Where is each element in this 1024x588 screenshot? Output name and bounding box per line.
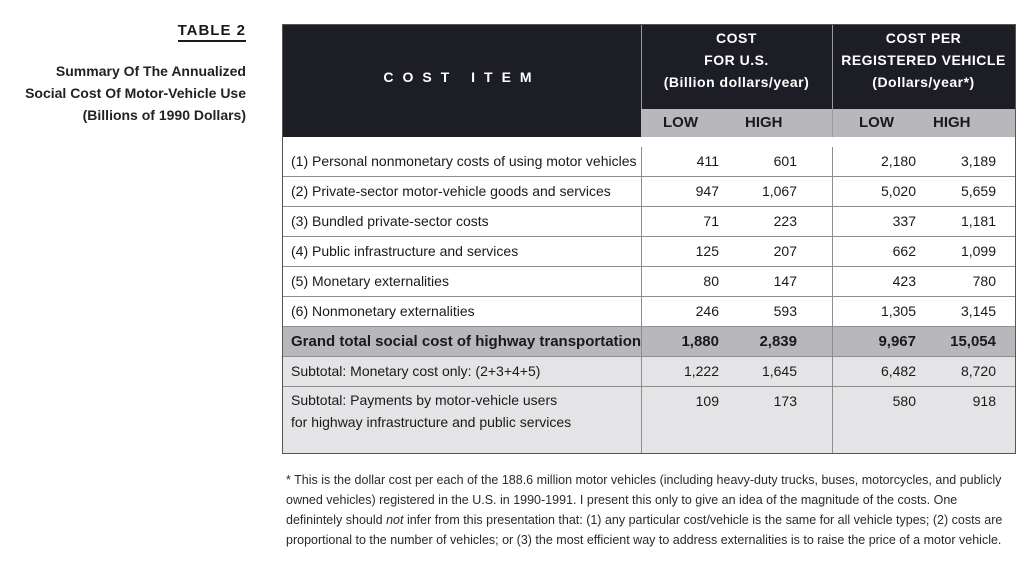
caption-line-1: Summary Of The Annualized [55,63,246,79]
emphasis-not: not [386,513,404,527]
row-label: (4) Public infrastructure and services [291,243,519,259]
veh-low-value: 1,305 [880,303,916,319]
us-low-value: 109 [695,393,719,409]
us-low-header: LOW [663,114,698,131]
row-label: Subtotal: Payments by motor-vehicle users for highway infrastructure and public services [291,392,572,430]
veh-high-value: 8,720 [960,363,996,379]
row-label: (5) Monetary externalities [291,273,449,289]
us-high-value: 1,067 [761,183,797,199]
veh-low-header: LOW [859,114,894,131]
us-low-value: 1,880 [681,333,719,350]
cost-item-header: COST ITEM [383,69,541,85]
us-low-value: 411 [696,153,719,169]
cost-table [282,24,1016,454]
table-number: TABLE 2 [178,22,246,42]
subtotal-row [283,387,1015,453]
us-low-value: 71 [703,213,719,229]
row-label: (1) Personal nonmonetary costs of using motor vehicles [291,153,637,169]
veh-high-header: HIGH [933,114,971,131]
us-high-value: 207 [773,243,797,259]
us-low-value: 1,222 [683,363,719,379]
veh-low-value: 580 [892,393,916,409]
veh-low-value: 2,180 [880,153,916,169]
table-row [283,297,1015,327]
veh-high-value: 918 [972,393,996,409]
veh-high-value: 3,145 [960,303,996,319]
caption-line-2: Social Cost Of Motor-Vehicle Use [25,85,246,101]
row-label: (6) Nonmonetary externalities [291,303,475,319]
vehicle-cost-header: COST PER REGISTERED VEHICLE (Dollars/year*) [841,30,1006,90]
us-low-value: 246 [695,303,719,319]
veh-high-value: 5,659 [960,183,996,199]
row-label: Grand total social cost of highway transportation [291,333,642,350]
us-high-header: HIGH [745,114,783,131]
veh-high-value: 3,189 [960,153,996,169]
table-footnote: * This is the dollar cost per each of the 188.6 million motor vehicles (including heavy-duty trucks, buses, motorcycles, and publicly owned vehicles) registered in the U.S. in 1990-1991. I present this only to give an idea of the magnitude of the costs. One definintely should not infer from this presentation that: (1) any particular cost/vehicle is the same for all vehicle types; (2) costs are proportional to the number of vehicles; or (3) the most efficient way to address externalities is to raise the price of a motor vehicle. [286,473,1003,547]
veh-low-value: 662 [892,243,916,259]
table-row [283,147,1015,177]
veh-low-value: 337 [892,213,916,229]
veh-low-value: 423 [892,273,916,289]
row-label: Subtotal: Monetary cost only: (2+3+4+5) [291,363,541,379]
veh-high-value: 1,181 [960,213,996,229]
us-low-value: 80 [703,273,719,289]
row-label: (3) Bundled private-sector costs [291,213,489,229]
us-subheader [641,109,832,137]
us-low-value: 125 [695,243,719,259]
us-high-value: 147 [773,273,797,289]
us-high-value: 2,839 [759,333,797,350]
us-high-value: 601 [773,153,797,169]
veh-low-value: 9,967 [878,333,916,350]
us-low-value: 947 [695,183,719,199]
us-high-value: 593 [773,303,797,319]
table-header [283,25,1015,137]
table-row [283,177,1015,207]
veh-low-value: 6,482 [880,363,916,379]
veh-high-value: 780 [972,273,996,289]
table-caption [0,60,248,126]
vehicle-subheader [833,109,1015,137]
grand-total-row [283,327,1015,357]
caption-line-3: (Billions of 1990 Dollars) [82,107,246,123]
us-high-value: 1,645 [761,363,797,379]
table-row [283,267,1015,297]
veh-high-value: 15,054 [950,333,996,350]
table-row [283,207,1015,237]
row-label: (2) Private-sector motor-vehicle goods and services [291,183,611,199]
subtotal-row [283,357,1015,387]
us-high-value: 173 [773,393,797,409]
us-high-value: 223 [773,213,797,229]
table-caption-block [0,22,248,126]
veh-high-value: 1,099 [960,243,996,259]
us-cost-header: COST FOR U.S. (Billion dollars/year) [663,30,810,90]
veh-low-value: 5,020 [880,183,916,199]
table-row [283,237,1015,267]
